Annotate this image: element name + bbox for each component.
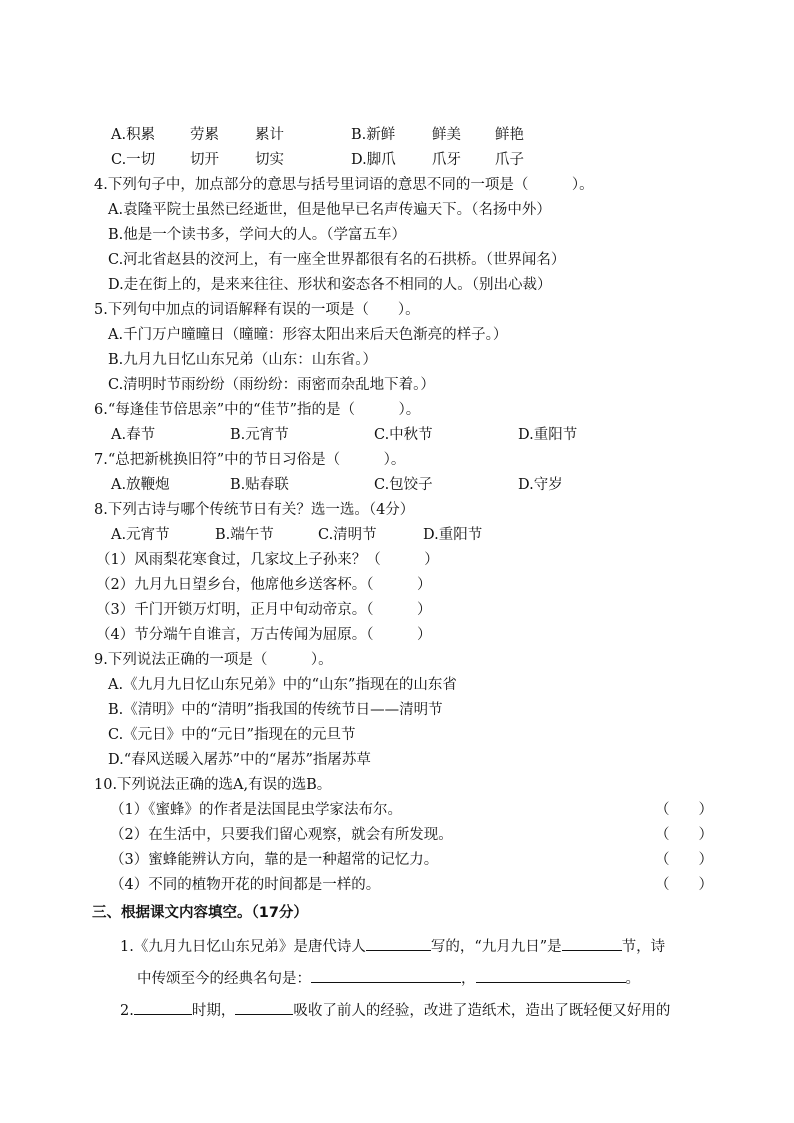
q10-paren-4: （ ） (655, 877, 713, 893)
q10-item-2: （2）在生活中，只要我们留心观察，就会有所发现。 (110, 827, 453, 843)
q6-option-a: A.春节 (111, 427, 156, 443)
q10-item-4: （4）不同的植物开花的时间都是一样的。 (110, 877, 381, 893)
fill-2-blank-person[interactable] (235, 998, 293, 1015)
q10-stem: 10.下列说法正确的选A,有误的选B。 (94, 777, 332, 793)
fill-1-line-2 (137, 966, 640, 989)
fill-1-blank-line-a[interactable] (311, 966, 461, 983)
q6-option-d: D.重阳节 (518, 427, 578, 443)
fill-1-text-f: 。 (625, 971, 640, 987)
q9-option-a: A.《九月九日忆山东兄弟》中的“山东”指现在的山东省 (108, 677, 457, 693)
q4-option-b: B.他是一个读书多，学问大的人。（学富五车） (108, 227, 407, 243)
q9-stem: 9.下列说法正确的一项是（ ）。 (94, 652, 333, 668)
q10-paren-3: （ ） (655, 852, 713, 868)
q8-item-3: （3）千门开锁万灯明，正月中旬动帝京。（ ） (96, 602, 432, 618)
fill-2-text-a: 2. (120, 1003, 134, 1019)
q3-option-a2: 劳累 (190, 127, 219, 143)
q7-stem: 7.“总把新桃换旧符”中的节日习俗是（ ）。 (94, 452, 406, 468)
q3-option-b3: 鲜艳 (495, 127, 524, 143)
q9-option-c: C.《元日》中的“元日”指现在的元旦节 (108, 727, 356, 743)
q7-option-c: C.包饺子 (374, 477, 433, 493)
q10-item-3: （3）蜜蜂能辨认方向，靠的是一种超常的记忆力。 (110, 852, 439, 868)
q3-option-a3: 累计 (255, 127, 284, 143)
q8-item-1: （1）风雨梨花寒食过，几家坟上子孙来？（ ） (96, 552, 439, 568)
q9-option-b: B.《清明》中的“清明”指我国的传统节日——清明节 (108, 702, 443, 718)
q3-option-d: D.脚爪 (351, 152, 396, 168)
fill-1-text-a: 1.《九月九日忆山东兄弟》是唐代诗人 (120, 939, 366, 955)
q5-stem: 5.下列句中加点的词语解释有误的一项是（ ）。 (94, 302, 420, 318)
q3-option-c3: 切实 (255, 152, 284, 168)
q5-option-c: C.清明时节雨纷纷（雨纷纷：雨密而杂乱地下着。） (108, 377, 435, 393)
fill-1-blank-poet[interactable] (366, 934, 431, 951)
q10-paren-2: （ ） (655, 827, 713, 843)
q8-stem: 8.下列古诗与哪个传统节日有关？选一选。（4分） (94, 502, 415, 518)
q3-option-d2: 爪牙 (432, 152, 461, 168)
q4-option-a: A.袁隆平院士虽然已经逝世，但是他早已名声传遍天下。（名扬中外） (108, 202, 551, 218)
q7-option-d: D.守岁 (518, 477, 563, 493)
q3-option-c: C.一切 (111, 152, 156, 168)
q8-option-b: B.端午节 (215, 527, 274, 543)
q8-item-4: （4）节分端午自谁言，万古传闻为屈原。（ ） (96, 627, 432, 643)
fill-1-blank-line-b[interactable] (476, 966, 626, 983)
q6-option-c: C.中秋节 (374, 427, 433, 443)
q8-option-d: D.重阳节 (423, 527, 483, 543)
fill-1-line-1 (120, 934, 665, 957)
fill-1-blank-festival[interactable] (562, 934, 622, 951)
q3-option-d3: 爪子 (495, 152, 524, 168)
q7-option-b: B.贴春联 (230, 477, 289, 493)
fill-1-text-b: 写的，“九月九日”是 (430, 939, 562, 955)
q5-option-b: B.九月九日忆山东兄弟（山东：山东省。） (108, 352, 378, 368)
q3-option-b: B.新鲜 (351, 127, 396, 143)
fill-1-text-d: 中传颂至今的经典名句是： (137, 971, 311, 987)
q7-option-a: A.放鞭炮 (111, 477, 170, 493)
q3-option-c2: 切开 (190, 152, 219, 168)
q3-option-a: A.积累 (111, 127, 156, 143)
fill-2-line-1 (120, 998, 670, 1021)
section-3-title: 三、根据课文内容填空。（17分） (92, 905, 308, 921)
fill-2-blank-period[interactable] (134, 998, 192, 1015)
fill-2-text-c: 吸收了前人的经验，改进了造纸术，造出了既轻便又好用的 (293, 1003, 671, 1019)
q6-stem: 6.“每逢佳节倍思亲”中的“佳节”指的是（ ）。 (94, 402, 421, 418)
q8-option-a: A.元宵节 (111, 527, 170, 543)
q6-option-b: B.元宵节 (230, 427, 289, 443)
q4-stem: 4.下列句子中，加点部分的意思与括号里词语的意思不同的一项是（ ）。 (94, 177, 594, 193)
q4-option-d: D.走在街上的，是来来往往、形状和姿态各不相同的人。（别出心裁） (108, 277, 552, 293)
fill-2-text-b: 时期， (191, 1003, 236, 1019)
q4-option-c: C.河北省赵县的洨河上，有一座全世界都很有名的石拱桥。（世界闻名） (108, 252, 566, 268)
q5-option-a: A.千门万户曈曈日（曈曈：形容太阳出来后天色渐亮的样子。） (108, 327, 508, 343)
q8-item-2: （2）九月九日望乡台，他席他乡送客杯。（ ） (96, 577, 432, 593)
q10-paren-1: （ ） (655, 802, 713, 818)
fill-1-text-e: ， (461, 971, 476, 987)
q8-option-c: C.清明节 (318, 527, 377, 543)
fill-1-text-c: 节，诗 (621, 939, 666, 955)
q3-option-b2: 鲜美 (432, 127, 461, 143)
q10-item-1: （1）《蜜蜂》的作者是法国昆虫学家法布尔。 (110, 802, 402, 818)
q9-option-d: D.“春风送暖入屠苏”中的“屠苏”指屠苏草 (108, 752, 371, 768)
